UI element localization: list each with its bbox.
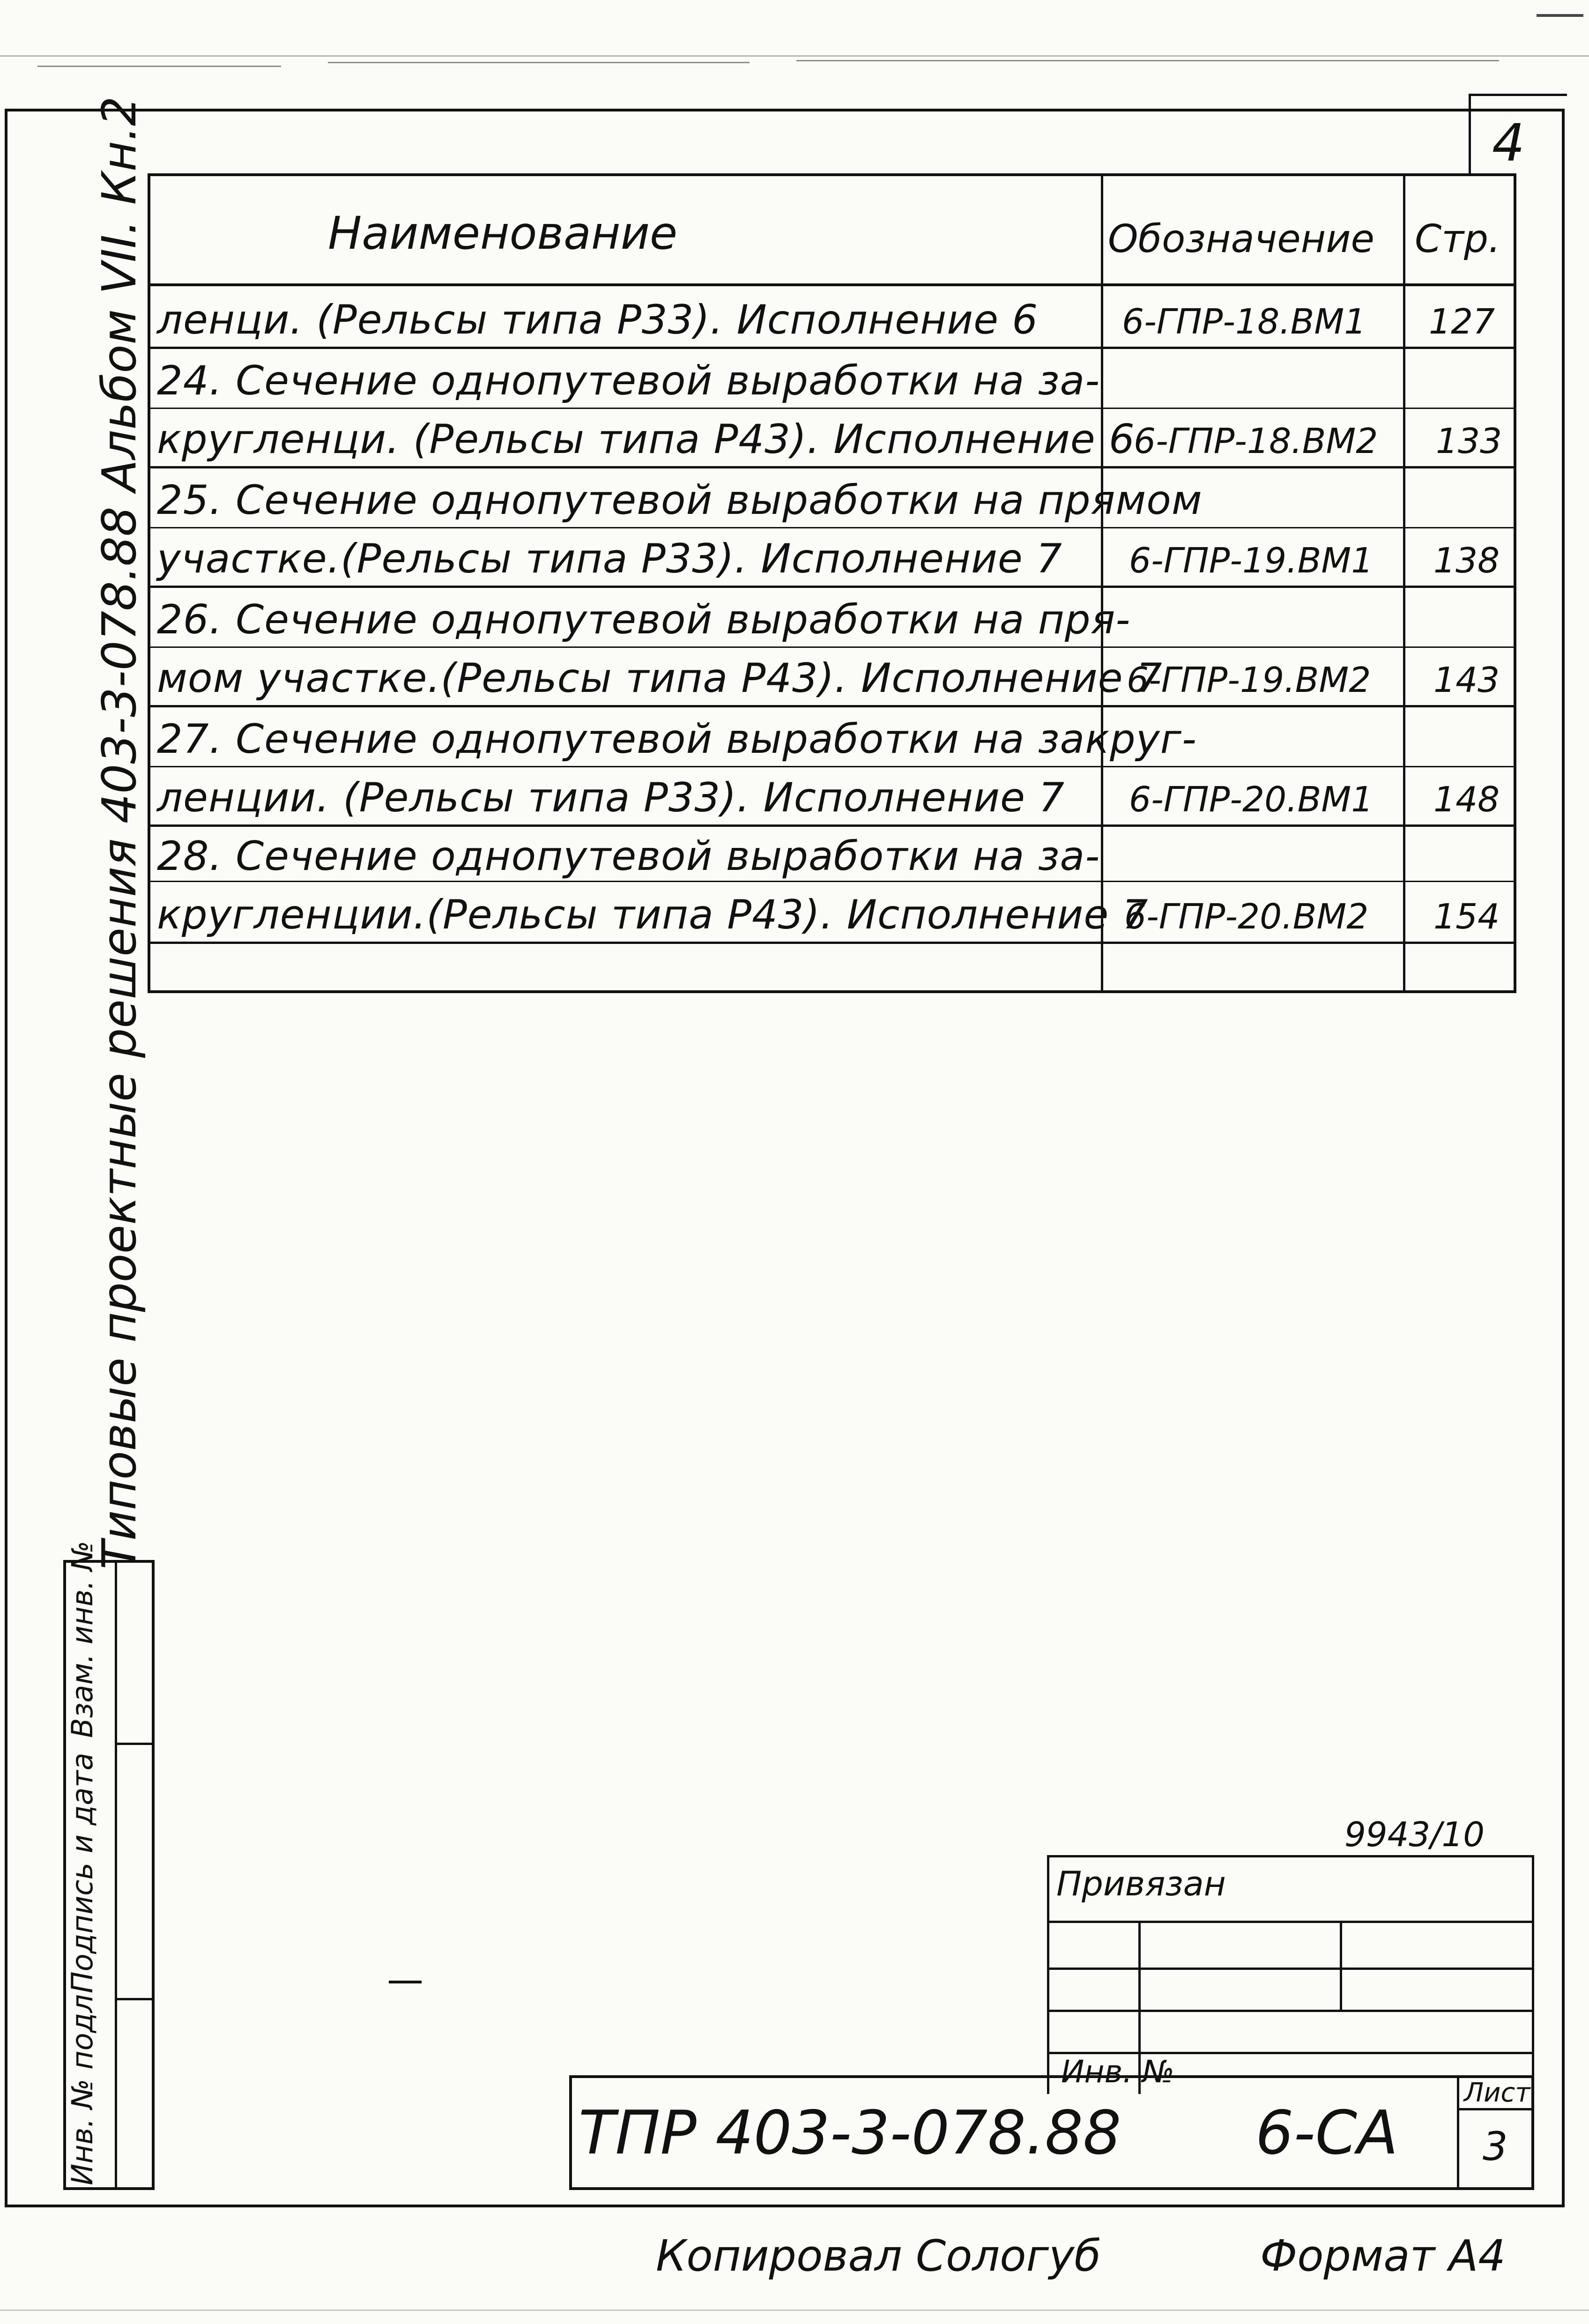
scan-artifact [328, 62, 750, 63]
stray-mark [389, 1981, 422, 1983]
row-name: 24. Сечение однопутевой выработки на за- [157, 357, 1100, 404]
row-code: 6-ГПР-20.ВМ2 [1124, 897, 1369, 937]
list-value: 3 [1483, 2124, 1508, 2169]
scan-edge-line [0, 55, 1589, 57]
row-name: 28. Сечение однопутевой выработки на за- [157, 833, 1100, 880]
row-code: 6-ГПР-18.ВМ1 [1122, 302, 1366, 342]
doc-mark: 6-СА [1255, 2098, 1398, 2168]
privyazan-row [1047, 1921, 1534, 1923]
main-stamp-col [1457, 2075, 1459, 2190]
row-name: мом участке.(Рельсы типа Р43). Исполнение 7 [157, 655, 1163, 702]
row-page: 143 [1433, 660, 1500, 700]
row-name: ленции. (Рельсы типа Р33). Исполнение 7 [157, 774, 1065, 821]
margin-stamp-row [115, 1743, 155, 1745]
sheet-number: 4 [1492, 113, 1525, 173]
scan-artifact [796, 60, 1499, 61]
row-name: кругленции.(Рельсы типа Р43). Исполнение 7 [157, 891, 1149, 938]
col-divider-page [1403, 173, 1405, 993]
row-line [148, 347, 1516, 349]
list-label: Лист [1464, 2078, 1530, 2108]
sheet-number-box-top [1469, 94, 1567, 96]
privyazan-label: Привязан [1056, 1864, 1226, 1903]
row-page: 154 [1433, 897, 1500, 937]
row-line [148, 942, 1516, 944]
margin-label-inv-podl: Инв. № подл. [65, 1985, 99, 2185]
privyazan-row [1047, 2010, 1534, 2012]
margin-stamp-row [115, 1998, 155, 2000]
row-name: 27. Сечение однопутевой выработки на закруг- [157, 716, 1197, 763]
row-name: участке.(Рельсы типа Р33). Исполнение 7 [157, 535, 1062, 582]
margin-label-podpis: Подпись и дата [65, 1752, 99, 1993]
privyazan-col [1340, 1921, 1342, 2010]
table-header-divider [148, 283, 1516, 286]
row-line [148, 586, 1516, 588]
privyazan-row [1047, 1968, 1534, 1970]
header-code: Обозначение [1108, 217, 1374, 261]
row-name: 26. Сечение однопутевой выработки на пря- [157, 596, 1131, 643]
main-stamp-row [1457, 2108, 1534, 2110]
margin-stamp-col-divider [115, 1560, 117, 2190]
row-page: 133 [1436, 421, 1502, 461]
margin-label-vzam: Взам. инв. № [65, 1541, 99, 1738]
row-name: 25. Сечение однопутевой выработки на прямом [157, 477, 1203, 524]
sheet-number-box [1469, 94, 1471, 173]
doc-code: ТПР 403-3-078.88 [579, 2098, 1121, 2168]
row-code: 6-ГПР-20.ВМ1 [1129, 780, 1374, 820]
footer-copied: Копировал Сологуб [656, 2231, 1101, 2281]
row-line [148, 408, 1516, 409]
col-divider-code [1101, 173, 1103, 993]
row-line [148, 646, 1516, 648]
row-page: 148 [1433, 780, 1500, 820]
stamp-number-above: 9943/10 [1344, 1815, 1485, 1854]
row-line [148, 705, 1516, 707]
row-line [148, 466, 1516, 468]
row-line [148, 824, 1516, 827]
row-page: 127 [1429, 302, 1495, 342]
row-line [148, 881, 1516, 882]
row-name: кругленци. (Рельсы типа Р43). Исполнение 6 [157, 416, 1135, 463]
row-code: 6-ГПР-19.ВМ1 [1129, 541, 1374, 581]
row-page: 138 [1433, 541, 1500, 581]
row-name: ленци. (Рельсы типа Р33). Исполнение 6 [157, 297, 1039, 343]
margin-vertical-title: Типовые проектные решения 403-3-078.88 Альбом VII. Кн.2 [92, 96, 147, 1569]
row-line [148, 766, 1516, 767]
inv-no-label: Инв. № [1061, 2054, 1175, 2090]
row-code: 6-ГПР-19.ВМ2 [1127, 660, 1371, 700]
scan-edge-line [0, 2309, 1589, 2311]
row-line [148, 527, 1516, 528]
scan-artifact [1537, 14, 1583, 17]
header-page: Стр. [1415, 217, 1501, 261]
footer-format: Формат А4 [1260, 2231, 1506, 2281]
row-code: 6-ГПР-18.ВМ2 [1134, 421, 1378, 461]
header-name: Наименование [328, 207, 678, 260]
scan-artifact [37, 66, 281, 67]
